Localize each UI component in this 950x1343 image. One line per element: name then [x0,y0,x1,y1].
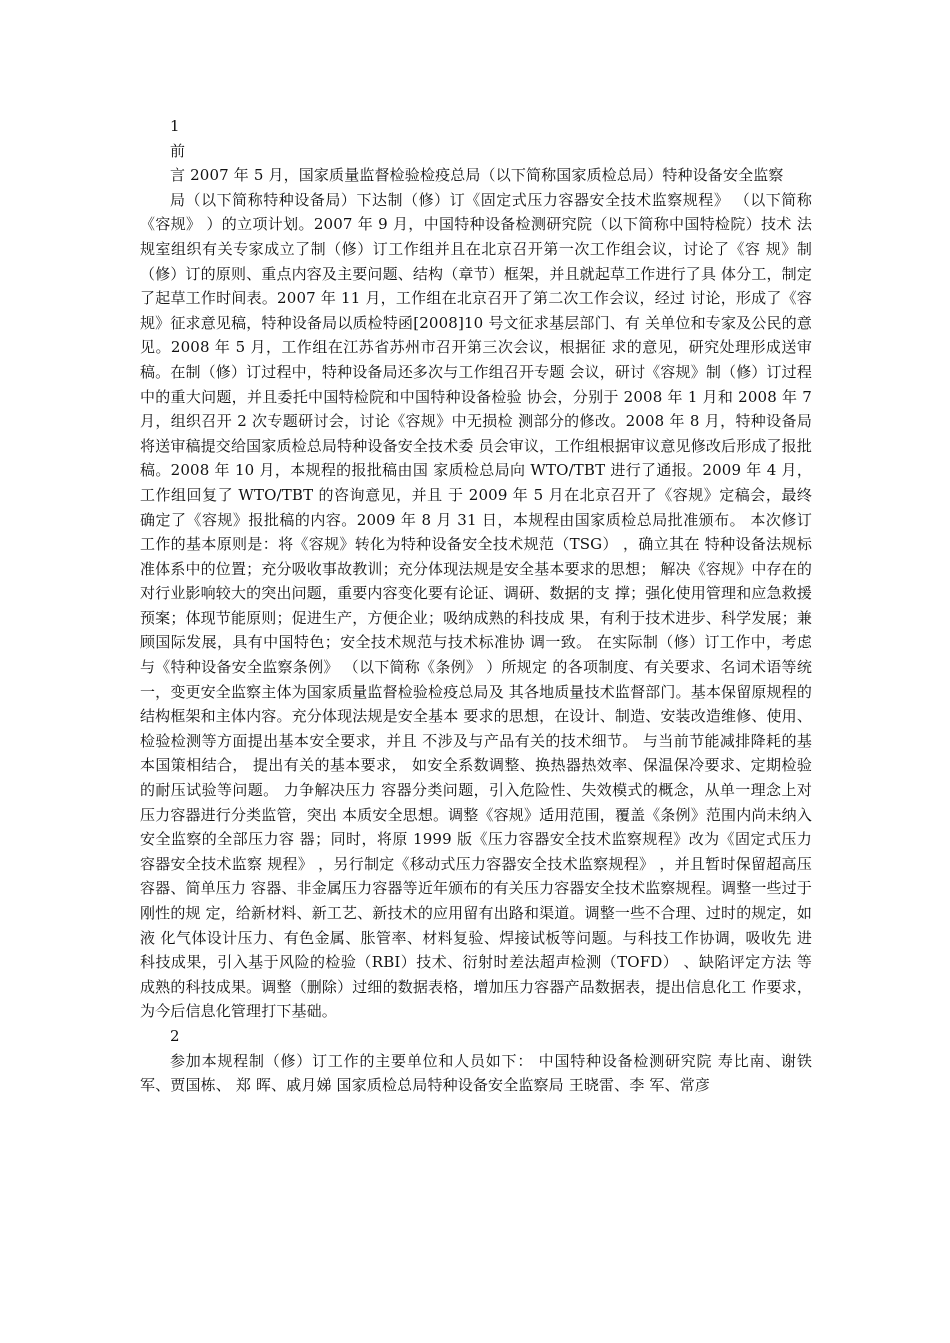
paragraph-intro: 言 2007 年 5 月，国家质量监督检验检疫总局（以下简称国家质检总局）特种设备安全监察 [170,166,784,185]
paragraph-participants: 参加本规程制（修）订工作的主要单位和人员如下： 中国特种设备检测研究院 寿比南、谢铁军、贾国栋、 郑 晖、戚月娣 国家质检总局特种设备安全监察局 王晓雷、李 军、常彦 [140,1051,812,1095]
paragraph-body: 局（以下简称特种设备局）下达制（修）订《固定式压力容器安全技术监察规程》 （以下简称 《容规》 ）的立项计划。2007 年 9 月，中国特种设备检测研究院（以下简称中国特检院）技术 法规室组织有关专家成立了制（修）订工作组并且在北京召开第一次工作组会议，讨论了《容 规》制（修）订的原则、重点内容及主要问题、结构（章节）框架，并且就起草工作进行了具 体分工，制定了起草工作时间表。2007 年 11 月，工作组在北京召开了第二次工作会议，经过 讨论，形成了《容规》征求意见稿，特种设备局以质检特函[2008]10 号文征求基层部门、有 关单位和专家及公民的意见。2008 年 5 月，工作组在江苏省苏州市召开第三次会议，根据征 求的意见，研究处理形成送审稿。在制（修）订过程中，特种设备局还多次与工作组召开专题 会议，研讨《容规》制（修）订过程中的重大问题，并且委托中国特检院和中国特种设备检验 协会，分别于 2008 年 1 月和 2008 年 7 月，组织召开 2 次专题研讨会，讨论《容规》中无损检 测部分的修改。2008 年 8 月，特种设备局将送审稿提交给国家质检总局特种设备安全技术委 员会审议，工作组根据审议意见修改后形成了报批稿。2008 年 10 月，本规程的报批稿由国 家质检总局向 WTO/TBT 进行了通报。2009 年 4 月，工作组回复了 WTO/TBT 的咨询意见，并且 于 2009 年 5 月在北京召开了《容规》定稿会，最终确定了《容规》报批稿的内容。2009 年 8 月 31 日，本规程由国家质检总局批准颁布。 本次修订工作的基本原则是：将《容规》转化为特种设备安全技术规范（TSG） ，确立其在 特种设备法规标准体系中的位置；充分吸收事故教训；充分体现法规是安全基本要求的思想； 解决《容规》中存在的对行业影响较大的突出问题，重要内容变化要有论证、调研、数据的支 撑；强化使用管理和应急救援预案；体现节能原则；促进生产，方便企业；吸纳成熟的科技成 果，有利于技术进步、科学发展；兼顾国际发展，具有中国特色；安全技术规范与技术标准协 调一致。 在实际制（修）订工作中，考虑与《特种设备安全监察条例》 （以下简称《条例》 ）所规定 的各项制度、有关要求、名词术语等统一，变更安全监察主体为国家质量监督检验检疫总局及 其各地质量技术监督部门。基本保留原规程的结构框架和主体内容。充分体现法规是安全基本 要求的思想，在设计、制造、安装改造维修、使用、检验检测等方面提出基本安全要求，并且 不涉及与产品有关的技术细节。 与当前节能减排降耗的基本国策相结合， 提出有关的基本要求， 如安全系数调整、换热器热效率、保温保冷要求、定期检验的耐压试验等问题。 力争解决压力 容器分类问题，引入危险性、失效模式的概念，从单一理念上对压力容器进行分类监管，突出 本质安全思想。调整《容规》适用范围，覆盖《条例》范围内尚未纳入安全监察的全部压力容 器；同时，将原 1999 版《压力容器安全技术监察规程》改为《固定式压力容器安全技术监察 规程》 ，另行制定《移动式压力容器安全技术监察规程》 ，并且暂时保留超高压容器、简单压力 容器、非金属压力容器等近年颁布的有关压力容器安全技术监察规程。调整一些过于刚性的规 定，给新材料、新工艺、新技术的应用留有出路和渠道。调整一些不合理、过时的规定，如液 化气体设计压力、有色金属、胀管率、材料复验、焊接试板等问题。与科技工作协调，吸收先 进科技成果，引入基于风险的检验（RBI）技术、衍射时差法超声检测（TOFD） 、缺陷评定方法 等成熟的科技成果。调整（删除）过细的数据表格，增加压力容器产品数据表，提出信息化工 作要求，为今后信息化管理打下基础。 [140,190,817,1021]
section-heading: 前 [170,141,186,160]
page-number: 2 [170,1026,180,1045]
document-page [140,114,817,1098]
page-number: 1 [170,117,180,135]
